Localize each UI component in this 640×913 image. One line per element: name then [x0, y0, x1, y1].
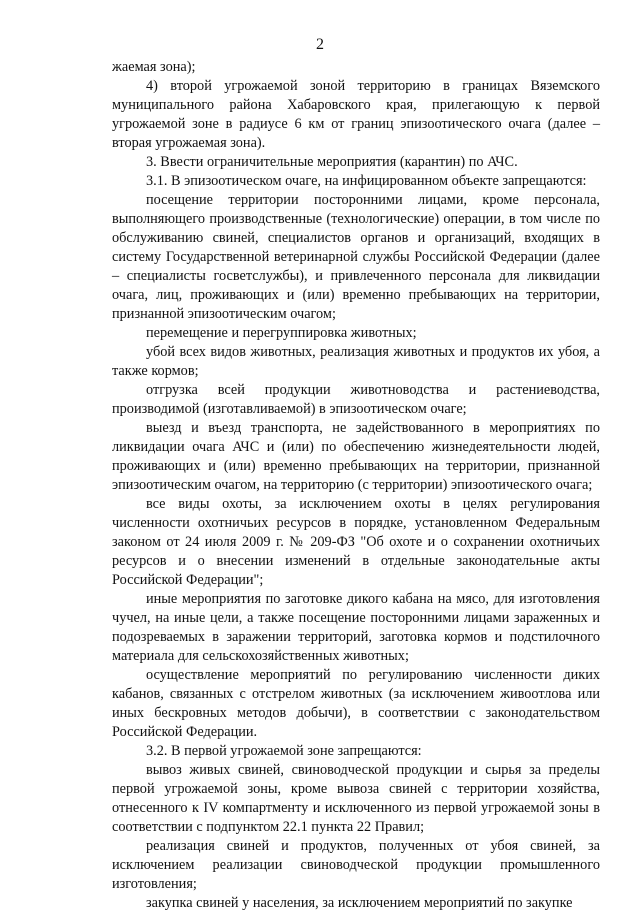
paragraph: убой всех видов животных, реализация животных и продуктов их убоя, а также кормов;: [112, 344, 600, 379]
paragraph: 3. Ввести ограничительные мероприятия (карантин) по АЧС.: [146, 154, 518, 170]
paragraph: отгрузка всей продукции животноводства и растениеводства, производимой (изготавливаемой) в эпизоотическом очаге;: [112, 382, 600, 417]
paragraph: выезд и въезд транспорта, не задействованного в мероприятиях по ликвидации очага АЧС и (или) по обеспечению жизнедеятельности людей, проживающих и (или) временно пребывающих на территории, признанной эпизоотическим очагом, на территорию (с территории) эпизоотического очага;: [112, 420, 600, 493]
paragraph: все виды охоты, за исключением охоты в целях регулирования численности охотничьих ресурсов в порядке, установленном Федеральным законом от 24 июля 2009 г. № 209-ФЗ "Об охоте и о сохранении охотничьих ресурсов и о внесении изменений в отдельные законодательные акты Российской Федерации";: [112, 496, 600, 588]
paragraph: 3.2. В первой угрожаемой зоне запрещаются:: [146, 743, 422, 759]
paragraph: 4) второй угрожаемой зоной территорию в границах Вяземского муниципального района Хабаровского края, прилегающую к первой угрожаемой зоне в радиусе 6 км от границ эпизоотического очага (далее – вторая угрожаемая зона).: [112, 78, 600, 151]
paragraph: закупка свиней у населения, за исключением мероприятий по закупке: [146, 895, 573, 911]
paragraph: жаемая зона);: [112, 59, 196, 75]
document-body: [112, 58, 600, 913]
paragraph: перемещение и перегруппировка животных;: [146, 325, 417, 341]
paragraph: вывоз живых свиней, свиноводческой продукции и сырья за пределы первой угрожаемой зоны, кроме вывоза свиней с территории хозяйства, отнесенного к IV компартменту и исключенного из первой угрожаемой зоны в соответствии с подпунктом 22.1 пункта 22 Правил;: [112, 762, 600, 835]
paragraph: посещение территории посторонними лицами, кроме персонала, выполняющего производственные (технологические) операции, в том числе по обслуживанию свиней, специалистов органов и организаций, входящих в систему Государственной ветеринарной службы Российской Федерации (далее – специалисты госветслужбы), и привлеченного персонала для ликвидации очага, лиц, проживающих и (или) временно пребывающих на территории, признанной эпизоотическим очагом;: [112, 192, 600, 322]
paragraph: 3.1. В эпизоотическом очаге, на инфицированном объекте запрещаются:: [146, 173, 587, 189]
paragraph: реализация свиней и продуктов, полученных от убоя свиней, за исключением реализации свиноводческой продукции промышленного изготовления;: [112, 838, 600, 892]
paragraph: иные мероприятия по заготовке дикого кабана на мясо, для изготовления чучел, на иные цели, а также посещение посторонними лицами зараженных и подозреваемых в заражении территорий, заготовка кормов и подстилочного материала для сельскохозяйственных животных;: [112, 591, 600, 664]
paragraph: осуществление мероприятий по регулированию численности диких кабанов, связанных с отстрелом животных (за исключением живоотлова или иных бескровных методов добычи), в соответствии с законодательством Российской Федерации.: [112, 667, 600, 740]
page-number: 2: [316, 36, 324, 53]
